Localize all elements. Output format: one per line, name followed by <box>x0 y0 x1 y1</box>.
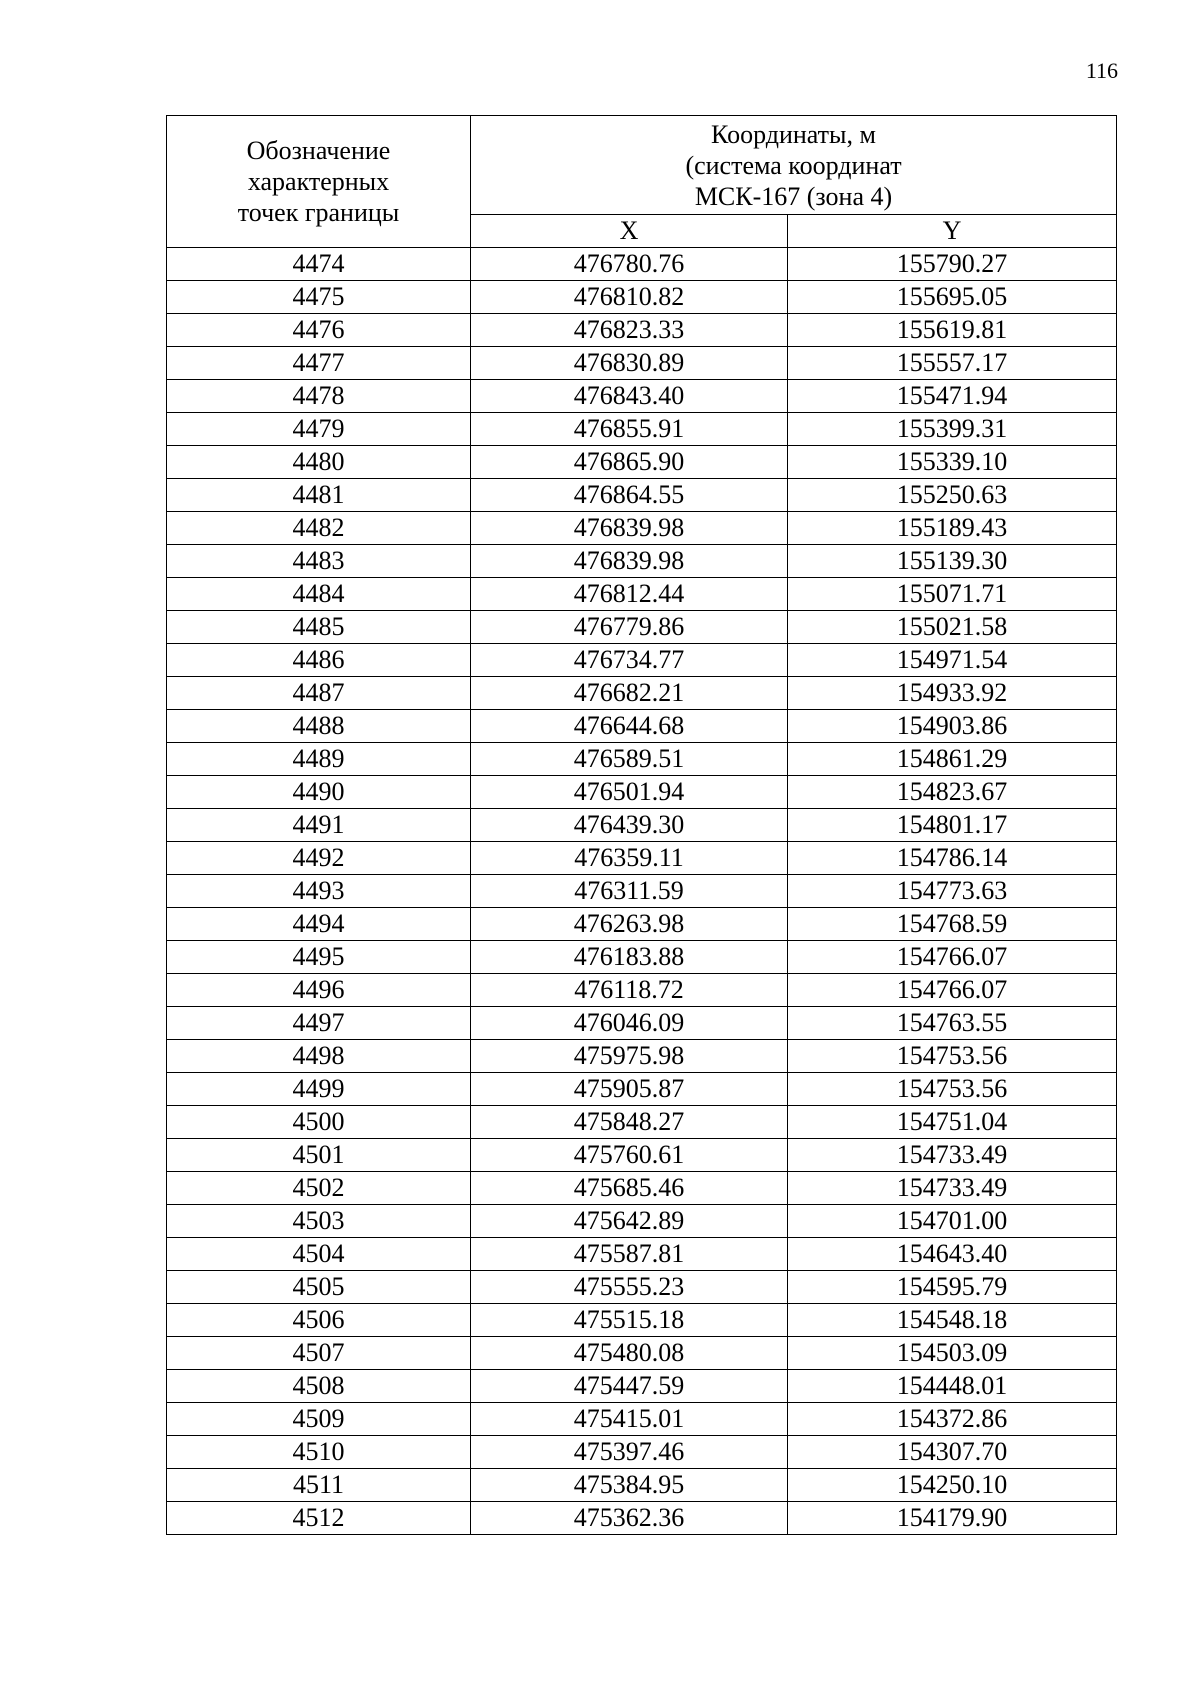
table-row <box>167 1403 1117 1436</box>
cell-point-number: 4507 <box>167 1337 471 1370</box>
cell-point-number: 4477 <box>167 347 471 380</box>
table-row <box>167 1040 1117 1073</box>
cell-point-number: 4504 <box>167 1238 471 1271</box>
cell-y: 154643.40 <box>788 1238 1117 1271</box>
cell-y: 155790.27 <box>788 248 1117 281</box>
header-coordinates-line: МСК-167 (зона 4) <box>694 181 893 211</box>
cell-x: 476865.90 <box>471 446 788 479</box>
cell-point-number: 4500 <box>167 1106 471 1139</box>
cell-y: 154861.29 <box>788 743 1117 776</box>
cell-point-number: 4512 <box>167 1502 471 1535</box>
table-header <box>167 116 1117 248</box>
cell-point-number: 4490 <box>167 776 471 809</box>
cell-x: 475397.46 <box>471 1436 788 1469</box>
cell-y: 155339.10 <box>788 446 1117 479</box>
table-row <box>167 1106 1117 1139</box>
cell-y: 154307.70 <box>788 1436 1117 1469</box>
table-row <box>167 1238 1117 1271</box>
cell-y: 154179.90 <box>788 1502 1117 1535</box>
cell-x: 475555.23 <box>471 1271 788 1304</box>
cell-point-number: 4510 <box>167 1436 471 1469</box>
cell-y: 155557.17 <box>788 347 1117 380</box>
table-row <box>167 347 1117 380</box>
cell-y: 155399.31 <box>788 413 1117 446</box>
cell-point-number: 4475 <box>167 281 471 314</box>
table-row <box>167 644 1117 677</box>
cell-y: 154503.09 <box>788 1337 1117 1370</box>
cell-point-number: 4503 <box>167 1205 471 1238</box>
cell-x: 475587.81 <box>471 1238 788 1271</box>
cell-y: 154372.86 <box>788 1403 1117 1436</box>
cell-x: 475905.87 <box>471 1073 788 1106</box>
cell-x: 475447.59 <box>471 1370 788 1403</box>
cell-y: 155189.43 <box>788 512 1117 545</box>
cell-x: 476118.72 <box>471 974 788 1007</box>
cell-y: 155471.94 <box>788 380 1117 413</box>
cell-point-number: 4498 <box>167 1040 471 1073</box>
cell-x: 476839.98 <box>471 512 788 545</box>
cell-y: 154548.18 <box>788 1304 1117 1337</box>
cell-point-number: 4483 <box>167 545 471 578</box>
cell-x: 475515.18 <box>471 1304 788 1337</box>
header-x: X <box>471 215 788 248</box>
cell-y: 154763.55 <box>788 1007 1117 1040</box>
cell-point-number: 4499 <box>167 1073 471 1106</box>
cell-x: 476439.30 <box>471 809 788 842</box>
cell-point-number: 4496 <box>167 974 471 1007</box>
cell-y: 155139.30 <box>788 545 1117 578</box>
cell-x: 476682.21 <box>471 677 788 710</box>
cell-x: 476311.59 <box>471 875 788 908</box>
header-coordinates-line: Координаты, м <box>711 119 876 149</box>
cell-y: 154971.54 <box>788 644 1117 677</box>
cell-x: 476855.91 <box>471 413 788 446</box>
cell-y: 155619.81 <box>788 314 1117 347</box>
cell-y: 154933.92 <box>788 677 1117 710</box>
cell-point-number: 4493 <box>167 875 471 908</box>
cell-point-number: 4482 <box>167 512 471 545</box>
cell-x: 476839.98 <box>471 545 788 578</box>
header-point-name-line: точек границы <box>237 198 400 227</box>
cell-x: 476843.40 <box>471 380 788 413</box>
cell-point-number: 4488 <box>167 710 471 743</box>
table-row <box>167 875 1117 908</box>
cell-y: 154786.14 <box>788 842 1117 875</box>
table-row <box>167 611 1117 644</box>
table-row <box>167 545 1117 578</box>
cell-x: 476183.88 <box>471 941 788 974</box>
cell-y: 154753.56 <box>788 1040 1117 1073</box>
cell-y: 154250.10 <box>788 1469 1117 1502</box>
table-row <box>167 1205 1117 1238</box>
table-row <box>167 941 1117 974</box>
table-row <box>167 1271 1117 1304</box>
table-row <box>167 710 1117 743</box>
cell-point-number: 4511 <box>167 1469 471 1502</box>
header-point-name <box>167 116 471 248</box>
cell-y: 155250.63 <box>788 479 1117 512</box>
cell-x: 475480.08 <box>471 1337 788 1370</box>
table-row <box>167 380 1117 413</box>
table-row <box>167 1502 1117 1535</box>
cell-y: 154766.07 <box>788 941 1117 974</box>
cell-y: 154766.07 <box>788 974 1117 1007</box>
cell-y: 154823.67 <box>788 776 1117 809</box>
cell-x: 476779.86 <box>471 611 788 644</box>
cell-x: 475642.89 <box>471 1205 788 1238</box>
table-row <box>167 512 1117 545</box>
header-y: Y <box>788 215 1117 248</box>
cell-point-number: 4486 <box>167 644 471 677</box>
table-row <box>167 1436 1117 1469</box>
cell-y: 154733.49 <box>788 1139 1117 1172</box>
cell-point-number: 4484 <box>167 578 471 611</box>
cell-x: 476046.09 <box>471 1007 788 1040</box>
table-row <box>167 479 1117 512</box>
table-row <box>167 743 1117 776</box>
table-row <box>167 1469 1117 1502</box>
cell-x: 476644.68 <box>471 710 788 743</box>
cell-point-number: 4506 <box>167 1304 471 1337</box>
cell-point-number: 4497 <box>167 1007 471 1040</box>
table-row <box>167 1370 1117 1403</box>
table-row <box>167 1007 1117 1040</box>
cell-x: 475760.61 <box>471 1139 788 1172</box>
cell-x: 475685.46 <box>471 1172 788 1205</box>
cell-point-number: 4485 <box>167 611 471 644</box>
cell-y: 154768.59 <box>788 908 1117 941</box>
cell-x: 475848.27 <box>471 1106 788 1139</box>
cell-y: 154903.86 <box>788 710 1117 743</box>
table-row <box>167 413 1117 446</box>
header-point-name-line: характерных <box>247 167 390 196</box>
table-row <box>167 776 1117 809</box>
table-row <box>167 248 1117 281</box>
cell-y: 154753.56 <box>788 1073 1117 1106</box>
table-row <box>167 1304 1117 1337</box>
cell-point-number: 4508 <box>167 1370 471 1403</box>
cell-y: 154773.63 <box>788 875 1117 908</box>
cell-y: 155021.58 <box>788 611 1117 644</box>
table-row <box>167 908 1117 941</box>
cell-x: 476812.44 <box>471 578 788 611</box>
table-row <box>167 974 1117 1007</box>
cell-point-number: 4489 <box>167 743 471 776</box>
cell-point-number: 4481 <box>167 479 471 512</box>
page-number: 116 <box>1085 58 1118 83</box>
table-row <box>167 842 1117 875</box>
cell-point-number: 4509 <box>167 1403 471 1436</box>
cell-y: 155695.05 <box>788 281 1117 314</box>
table-row <box>167 578 1117 611</box>
cell-x: 476810.82 <box>471 281 788 314</box>
header-coordinates-line: (система координат <box>685 150 902 180</box>
cell-point-number: 4491 <box>167 809 471 842</box>
cell-x: 476589.51 <box>471 743 788 776</box>
cell-y: 155071.71 <box>788 578 1117 611</box>
table-row <box>167 809 1117 842</box>
cell-point-number: 4476 <box>167 314 471 347</box>
cell-point-number: 4478 <box>167 380 471 413</box>
cell-point-number: 4502 <box>167 1172 471 1205</box>
cell-point-number: 4505 <box>167 1271 471 1304</box>
cell-point-number: 4494 <box>167 908 471 941</box>
cell-point-number: 4492 <box>167 842 471 875</box>
header-coordinates <box>471 116 1117 215</box>
cell-x: 476823.33 <box>471 314 788 347</box>
cell-y: 154801.17 <box>788 809 1117 842</box>
cell-y: 154595.79 <box>788 1271 1117 1304</box>
cell-x: 475975.98 <box>471 1040 788 1073</box>
cell-x: 476359.11 <box>471 842 788 875</box>
cell-y: 154733.49 <box>788 1172 1117 1205</box>
cell-y: 154448.01 <box>788 1370 1117 1403</box>
cell-y: 154751.04 <box>788 1106 1117 1139</box>
table-row <box>167 446 1117 479</box>
cell-x: 475362.36 <box>471 1502 788 1535</box>
coordinates-table <box>166 115 1117 1535</box>
cell-x: 476734.77 <box>471 644 788 677</box>
cell-x: 475384.95 <box>471 1469 788 1502</box>
cell-x: 476501.94 <box>471 776 788 809</box>
table-body <box>167 248 1117 1535</box>
table-row <box>167 1337 1117 1370</box>
table-row <box>167 1172 1117 1205</box>
cell-point-number: 4487 <box>167 677 471 710</box>
cell-x: 476263.98 <box>471 908 788 941</box>
cell-x: 476780.76 <box>471 248 788 281</box>
header-point-name-line: Обозначение <box>246 136 391 165</box>
table-row <box>167 1139 1117 1172</box>
cell-point-number: 4495 <box>167 941 471 974</box>
table-row <box>167 1073 1117 1106</box>
table-row <box>167 677 1117 710</box>
table-row <box>167 314 1117 347</box>
cell-x: 475415.01 <box>471 1403 788 1436</box>
cell-x: 476864.55 <box>471 479 788 512</box>
table-row <box>167 281 1117 314</box>
cell-point-number: 4480 <box>167 446 471 479</box>
cell-y: 154701.00 <box>788 1205 1117 1238</box>
cell-x: 476830.89 <box>471 347 788 380</box>
cell-point-number: 4479 <box>167 413 471 446</box>
cell-point-number: 4474 <box>167 248 471 281</box>
cell-point-number: 4501 <box>167 1139 471 1172</box>
